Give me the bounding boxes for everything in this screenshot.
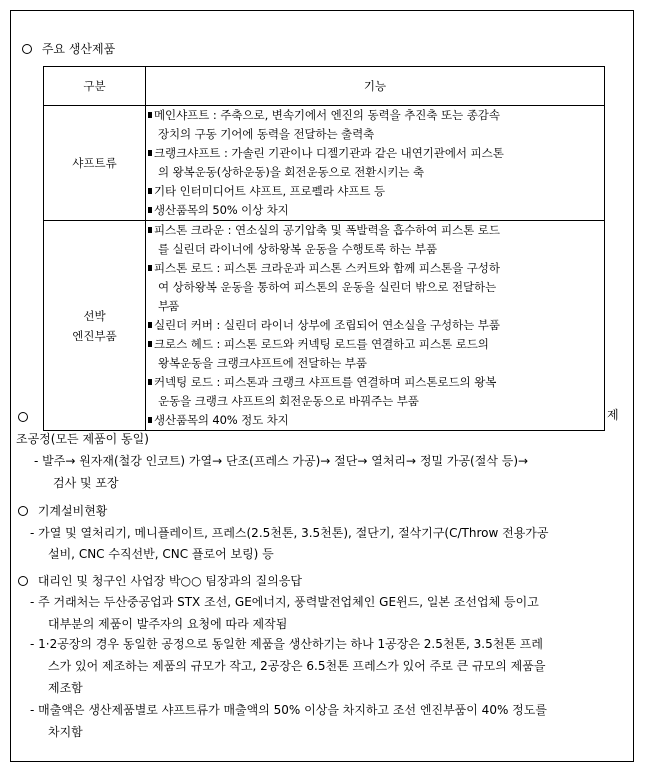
func-line: 크로스 헤드 : 피스톤 로드와 커넥팅 로드를 연결하고 피스톤 로드의 — [148, 335, 602, 354]
header-function: 기능 — [146, 67, 605, 106]
circle-bullet-icon — [18, 506, 28, 516]
process-title-tail: 제 — [607, 408, 619, 422]
process-bullet — [18, 410, 28, 424]
func-line: 운동을 크랭크 샤프트의 회전운동으로 바꿔주는 부품 — [158, 394, 419, 408]
circle-bullet-icon — [18, 576, 28, 586]
func-line: 크랭크샤프트 : 가솔린 기관이나 디젤기관과 같은 내연기관에서 피스톤 — [148, 144, 602, 163]
func-line: 기타 인터미디어트 샤프트, 프로펠라 샤프트 등 — [148, 182, 602, 201]
square-bullet-icon — [148, 265, 152, 271]
equipment-line-1: - 가열 및 열처리기, 메니플레이트, 프레스(2.5천톤, 3.5천톤), 절단기, 절삭기구(C/Throw 전용가공 — [30, 526, 549, 540]
process-line-1: - 발주→ 원자재(철강 인코트) 가열→ 단조(프레스 가공)→ 절단→ 열처리→ 정밀 가공(절삭 등)→ — [34, 454, 529, 468]
func-line: 피스톤 로드 : 피스톤 크라운과 피스톤 스커트와 함께 피스톤을 구성하 — [148, 259, 602, 278]
interview-item-1-line-2: 대부분의 제품이 발주자의 요청에 따라 제작됨 — [48, 617, 288, 631]
square-bullet-icon — [148, 150, 152, 156]
interview-item-2-line-3: 제조함 — [48, 681, 83, 695]
func-line: 를 실린더 라이너에 상하왕복 운동을 수행토록 하는 부품 — [158, 242, 437, 256]
square-bullet-icon — [148, 417, 152, 423]
func-line: 피스톤 크라운 : 연소실의 공기압축 및 폭발력을 흡수하여 피스톤 로드 — [148, 221, 602, 240]
circle-bullet-icon — [22, 44, 32, 54]
table-row — [44, 106, 605, 221]
circle-bullet-icon — [18, 412, 28, 422]
square-bullet-icon — [148, 322, 152, 328]
func-line: 여 상하왕복 운동을 통하여 피스톤의 운동을 실린더 밖으로 전달하는 — [158, 280, 497, 294]
square-bullet-icon — [148, 188, 152, 194]
process-line-2: 검사 및 포장 — [53, 476, 119, 490]
interview-item-3-line-2: 차지함 — [48, 725, 83, 739]
interview-item-3-line-1: - 매출액은 생산제품별로 샤프트류가 매출액의 50% 이상을 차지하고 조선 엔진부품이 40% 정도를 — [30, 703, 547, 717]
function-engine-parts — [146, 221, 605, 431]
interview-item-2-line-1: - 1·2공장의 경우 동일한 공정으로 동일한 제품을 생산하기는 하나 1공장은 2.5천톤, 3.5천톤 프레 — [30, 637, 543, 651]
interview-item-1-line-1: - 주 거래처는 두산중공업과 STX 조선, GE에너지, 풍력발전업체인 GE윈드, 일본 조선업체 등이고 — [30, 595, 539, 609]
square-bullet-icon — [148, 112, 152, 118]
square-bullet-icon — [148, 207, 152, 213]
section-equipment-title: 기계설비현황 — [18, 502, 107, 519]
header-category: 구분 — [44, 67, 146, 106]
section-interview-title: 대리인 및 청구인 사업장 박○○ 팀장과의 질의응답 — [18, 572, 302, 589]
process-title: 조공정(모든 제품이 동일) — [16, 432, 149, 446]
square-bullet-icon — [148, 341, 152, 347]
equipment-line-2: 설비, CNC 수직선반, CNC 플로어 보링) 등 — [48, 547, 274, 561]
func-line: 부품 — [158, 299, 179, 313]
func-line: 메인샤프트 : 주축으로, 변속기에서 엔진의 동력을 추진축 또는 종감속 — [148, 106, 602, 125]
table-row — [44, 221, 605, 431]
func-line: 장치의 구동 기어에 동력을 전달하는 출력축 — [158, 127, 375, 141]
function-shaft — [146, 106, 605, 221]
func-line: 생산품목의 40% 정도 차지 — [148, 411, 602, 430]
func-line: 커넥팅 로드 : 피스톤과 크랭크 샤프트를 연결하며 피스톤로드의 왕복 — [148, 373, 602, 392]
category-engine-parts: 선박 엔진부품 — [44, 221, 146, 431]
products-table — [43, 66, 605, 431]
section-products-title: 주요 생산제품 — [22, 40, 115, 57]
interview-item-2-line-2: 스가 있어 제조하는 제품의 규모가 작고, 2공장은 6.5천톤 프레스가 있어 주로 큰 규모의 제품을 — [48, 659, 546, 673]
square-bullet-icon — [148, 227, 152, 233]
func-line: 실린더 커버 : 실린더 라이너 상부에 조립되어 연소실을 구성하는 부품 — [148, 316, 602, 335]
func-line: 왕복운동을 크랭크샤프트에 전달하는 부품 — [158, 356, 367, 370]
category-shaft: 샤프트류 — [44, 106, 146, 221]
func-line: 생산품목의 50% 이상 차지 — [148, 201, 602, 220]
square-bullet-icon — [148, 379, 152, 385]
func-line: 의 왕복운동(상하운동)을 회전운동으로 전환시키는 축 — [158, 165, 425, 179]
